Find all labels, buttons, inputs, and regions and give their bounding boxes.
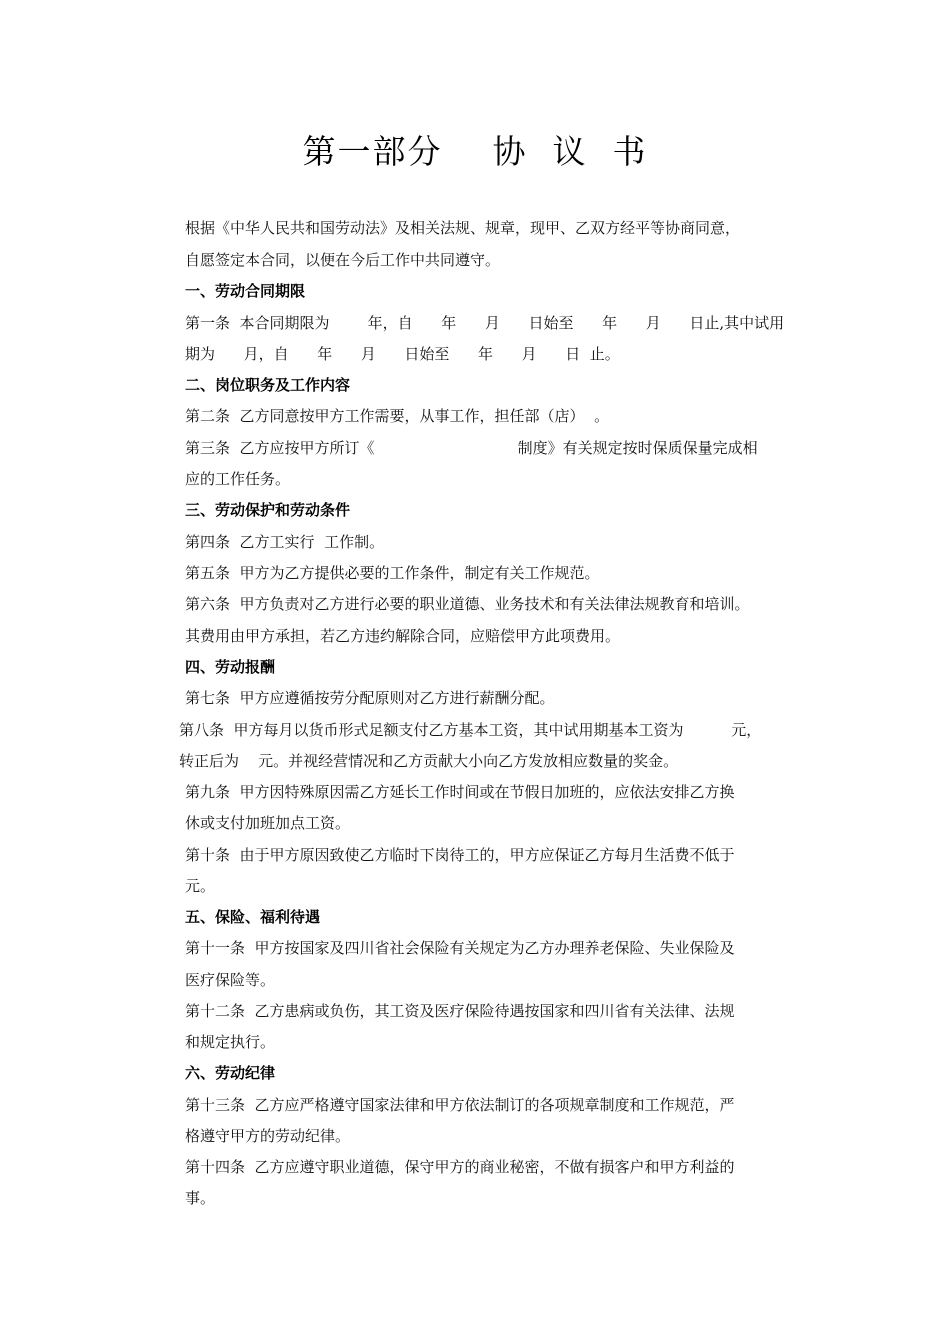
section-heading-duties: 二、岗位职务及工作内容 [185,376,351,394]
page-title: 第一部分 协 议 书 [302,132,648,171]
article-13-line-2: 格遵守甲方的劳动纪律。 [185,1127,351,1145]
section-heading-pay: 四、劳动报酬 [185,658,276,676]
article-5: 第五条 甲方为乙方提供必要的工作条件，制定有关工作规范。 [185,564,600,582]
article-14-line-2: 事。 [185,1189,216,1207]
article-14-line-1: 第十四条 乙方应遵守职业道德，保守甲方的商业秘密，不做有损客户和甲方利益的 [185,1158,735,1176]
article-12-line-1: 第十二条 乙方患病或负伤，其工资及医疗保险待遇按国家和四川省有关法律、法规 [185,1002,735,1020]
article-10-line-1: 第十条 由于甲方原因致使乙方临时下岗待工的，甲方应保证乙方每月生活费不低于 [185,846,735,864]
article-7: 第七条 甲方应遵循按劳分配原则对乙方进行薪酬分配。 [185,689,555,707]
article-9-line-2: 休或支付加班加点工资。 [185,814,351,832]
section-heading-insurance: 五、保险、福利待遇 [185,908,321,926]
section-heading-discipline: 六、劳动纪律 [185,1064,276,1082]
article-13-line-1: 第十三条 乙方应严格遵守国家法律和甲方依法制订的各项规章制度和工作规范，严 [185,1096,735,1114]
article-11-line-1: 第十一条 甲方按国家及四川省社会保险有关规定为乙方办理养老保险、失业保险及 [185,939,735,957]
article-11-line-2: 医疗保险等。 [185,971,276,989]
intro-line-2: 自愿签定本合同，以便在今后工作中共同遵守。 [185,251,501,269]
article-1-line-2: 期为 月，自 年 月 日始至 年 月 日 止。 [185,345,620,363]
intro-line-1: 根据《中华人民共和国劳动法》及相关法规、规章，现甲、乙双方经平等协商同意， [185,219,741,237]
article-3-line-1: 第三条 乙方应按甲方所订《 制度》有关规定按时保质保量完成相 [185,439,758,457]
article-2: 第二条 乙方同意按甲方工作需要，从事工作，担任部（店） 。 [185,407,610,425]
article-8-line-2: 转正后为 元。并视经营情况和乙方贡献大小向乙方发放相应数量的奖金。 [179,752,679,770]
article-8-line-1: 第八条 甲方每月以货币形式足额支付乙方基本工资，其中试用期基本工资为 元， [179,721,762,739]
article-3-line-2: 应的工作任务。 [185,470,291,488]
article-6-line-1: 第六条 甲方负责对乙方进行必要的职业道德、业务技术和有关法律法规教育和培训。 [185,595,750,613]
article-4: 第四条 乙方工实行 工作制。 [185,533,385,551]
section-heading-term: 一、劳动合同期限 [185,282,306,300]
section-heading-protection: 三、劳动保护和劳动条件 [185,501,351,519]
article-6-line-2: 其费用由甲方承担，若乙方违约解除合同，应赔偿甲方此项费用。 [185,627,621,645]
article-12-line-2: 和规定执行。 [185,1033,276,1051]
article-9-line-1: 第九条 甲方因特殊原因需乙方延长工作时间或在节假日加班的，应依法安排乙方换 [185,783,735,801]
article-10-line-2: 元。 [185,877,216,895]
article-1-line-1: 第一条 本合同期限为 年，自 年 月 日始至 年 月 日止,其中试用 [185,314,785,332]
